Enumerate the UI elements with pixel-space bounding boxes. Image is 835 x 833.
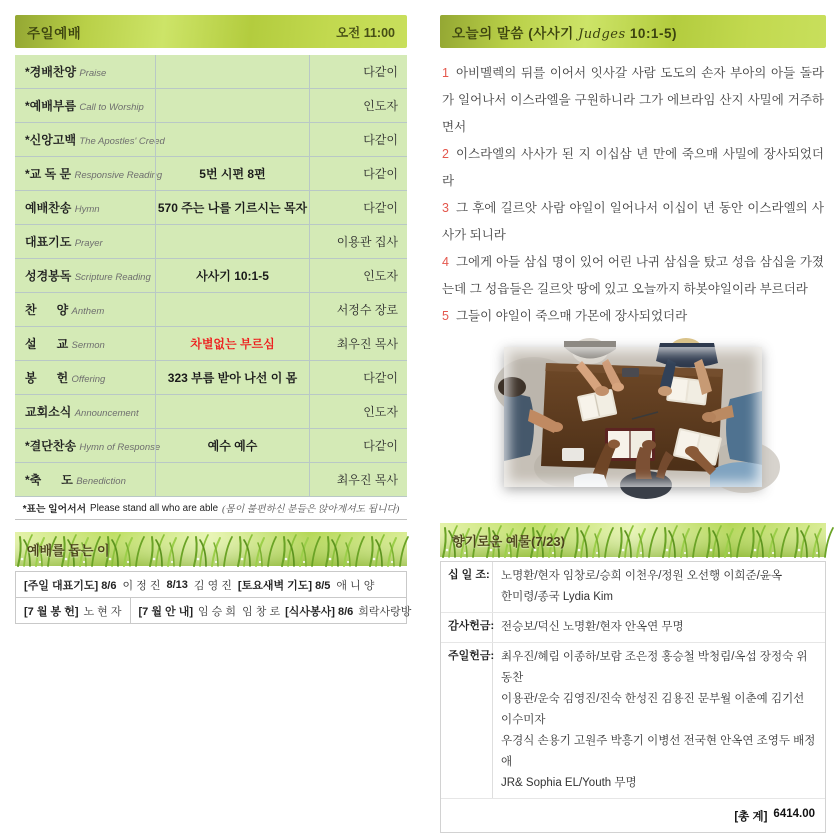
- row-label-kr: *신앙고백: [25, 132, 80, 147]
- helpers-row-2: [16, 597, 412, 623]
- row-leader: 인도자: [363, 99, 398, 113]
- row-detail: [155, 89, 310, 122]
- row-label-kr: *결단찬송: [25, 438, 80, 453]
- row-label-kr: 설 교: [25, 336, 72, 351]
- sunday-worship-header: [15, 15, 407, 48]
- worship-order-table: [15, 55, 407, 520]
- scripture-passage: [440, 60, 826, 330]
- row-label-en: Hymn: [74, 203, 100, 215]
- row-leader: 다같이: [363, 439, 398, 453]
- order-row-offering: [15, 361, 407, 395]
- thanks-offering-label: 감사헌금:: [441, 613, 493, 642]
- row-detail: [155, 225, 310, 258]
- todays-word-title: 오늘의 말씀 (사사기 Judges 10:1-5): [452, 25, 677, 42]
- total-label: [총 계]: [734, 811, 768, 823]
- judges-script-text: Judges: [578, 26, 626, 42]
- row-leader: 이용관 집사: [336, 235, 398, 249]
- offerings-title: 향기로운 예물(7/23): [452, 534, 565, 549]
- row-label-kr: 예배찬송: [25, 200, 75, 215]
- sunday-offering-row: [441, 642, 825, 798]
- row-label-kr: 교회소식: [25, 404, 75, 419]
- row-label-kr: 성경봉독: [25, 268, 75, 283]
- row-label-en: Hymn of Response: [79, 441, 161, 453]
- verse-4: 4 그에게 아들 삼십 명이 있어 어린 나귀 삼십을 탔고 성읍 삼십을 가졌는데 그 성읍들은 길르앗 땅에 있고 오늘까지 하봇야일이라 부르더라: [442, 255, 824, 296]
- worship-order-panel: [15, 15, 412, 624]
- row-label-kr: *예배부름: [25, 98, 80, 113]
- row-leader: 다같이: [363, 201, 398, 215]
- order-row-hymn: [15, 191, 407, 225]
- row-label-kr: 봉 헌: [25, 370, 72, 385]
- row-leader: 서정수 장로: [336, 303, 398, 317]
- tithe-names: 노명환/현자 임창로/승희 이천우/정원 오선행 이희준/윤옥 한미령/종국 Lydia Kim: [501, 570, 783, 603]
- order-row-apostles-creed: [15, 123, 407, 157]
- row-label-en: Scripture Reading: [74, 271, 151, 283]
- todays-word-panel: [440, 15, 826, 833]
- row-label-kr: 대표기도: [25, 234, 75, 249]
- row-label-en: Call to Worship: [79, 101, 144, 113]
- verse-2: 2 이스라엘의 사사가 된 지 이십삼 년 만에 죽으매 사밀에 장사되었더라: [442, 147, 824, 188]
- offerings-total-row: [441, 798, 825, 832]
- row-leader: 인도자: [363, 405, 398, 419]
- row-leader: 인도자: [363, 269, 398, 283]
- sunday-offering-names: 최우진/혜림 이종하/보람 조은정 홍승철 박청림/옥섭 장정숙 위동찬 이용관/운숙 김영진/진숙 한성진 김용진 문부월 이춘예 김기선 이수미자 우경식 손용기 고원주 박흥기 이병선 전국현 안옥연 조영두 배정애 JR& Sophia EL/Youth 무명: [501, 651, 816, 789]
- verse-3: 3 그 후에 길르앗 사람 야일이 일어나서 이십이 년 동안 이스라엘의 사사가 되니라: [442, 201, 824, 242]
- row-detail: [155, 55, 310, 88]
- sunday-offering-label: 주일헌금:: [441, 643, 493, 798]
- row-label-en: Offering: [71, 373, 106, 385]
- row-label-kr: *축 도: [25, 472, 77, 487]
- row-label-en: Announcement: [74, 407, 139, 419]
- row-label-en: Benediction: [76, 475, 126, 487]
- verse-5: 5 그들이 야일이 죽으매 가몬에 장사되었더라: [442, 309, 688, 323]
- thanks-offering-row: [441, 612, 825, 642]
- order-row-benediction: [15, 463, 407, 497]
- order-row-announcement: [15, 395, 407, 429]
- order-row-scripture-reading: [15, 259, 407, 293]
- row-detail: 570 주는 나를 기르시는 목자: [155, 191, 310, 224]
- order-row-hymn-of-response: [15, 429, 407, 463]
- total-value: 6414.00: [773, 808, 815, 820]
- row-label-en: Praise: [79, 67, 107, 79]
- standing-footnote: *표는 일어서서 Please stand all who are able (몸이 불편하신 분들은 앉아계셔도 됩니다): [15, 497, 407, 520]
- offerings-table: [440, 561, 826, 833]
- row-detail: 예수 예수: [155, 429, 310, 462]
- row-detail: 사사기 10:1-5: [155, 259, 310, 292]
- helpers-header: [15, 532, 407, 566]
- order-row-prayer: [15, 225, 407, 259]
- tithe-row: [441, 562, 825, 612]
- row-detail: [155, 395, 310, 428]
- row-leader: 다같이: [363, 133, 398, 147]
- row-label-kr: *경배찬양: [25, 64, 80, 79]
- offerings-header: [440, 523, 826, 557]
- row-label-en: Responsive Reading: [74, 169, 163, 181]
- row-label-kr: *교 독 문: [25, 166, 75, 181]
- row-leader: 다같이: [363, 371, 398, 385]
- tithe-label: 십 일 조:: [441, 562, 493, 612]
- row-label-en: Anthem: [71, 305, 105, 317]
- row-label-en: The Apostles' Creed: [79, 135, 165, 147]
- row-leader: 다같이: [363, 65, 398, 79]
- sunday-worship-title: 주일예배: [27, 25, 82, 41]
- row-label-en: Prayer: [74, 237, 103, 249]
- verse-1: 1 아비멜렉의 뒤를 이어서 잇사갈 사람 도도의 손자 부아의 아들 돌라가 일어나서 이스라엘을 구원하니라 그가 에브라임 산지 사밀에 거주하면서: [442, 66, 824, 134]
- row-label-kr: 찬 양: [25, 302, 72, 317]
- thanks-offering-names: 전승보/덕신 노명환/현자 안옥연 무명: [501, 621, 684, 633]
- row-leader: 최우진 목사: [336, 337, 398, 351]
- row-detail: 5번 시편 8편: [155, 157, 310, 190]
- helpers-title: 예배를 돕는 이: [27, 543, 110, 558]
- order-row-anthem: [15, 293, 407, 327]
- worship-time: 오전 11:00: [336, 25, 395, 40]
- sermon-title: 차별없는 부르심: [155, 327, 310, 360]
- prayer-group-photo: [504, 347, 762, 487]
- helpers-offering-cell: [7 월 봉 헌] 노 현 자: [16, 598, 131, 623]
- helpers-table: [15, 571, 412, 624]
- order-row-call-to-worship: [15, 89, 407, 123]
- row-detail: [155, 293, 310, 326]
- row-leader: 최우진 목사: [336, 473, 398, 487]
- todays-word-header: [440, 15, 826, 48]
- order-row-responsive-reading: [15, 157, 407, 191]
- row-detail: [155, 463, 310, 496]
- helpers-row-1: [주일 대표기도] 8/6 이 정 진 8/13 김 영 진 [토요새벽 기도] 8/5 애 니 양: [24, 578, 375, 592]
- helpers-usher-cell: [7 월 안 내] 임 승 희 임 창 로 [식사봉사] 8/6 희락사랑방: [138, 605, 412, 618]
- row-leader: 다같이: [363, 167, 398, 181]
- row-label-en: Sermon: [71, 339, 105, 351]
- order-row-praise: [15, 55, 407, 89]
- row-detail: 323 부름 받아 나선 이 몸: [155, 361, 310, 394]
- order-row-sermon: [15, 327, 407, 361]
- row-detail: [155, 123, 310, 156]
